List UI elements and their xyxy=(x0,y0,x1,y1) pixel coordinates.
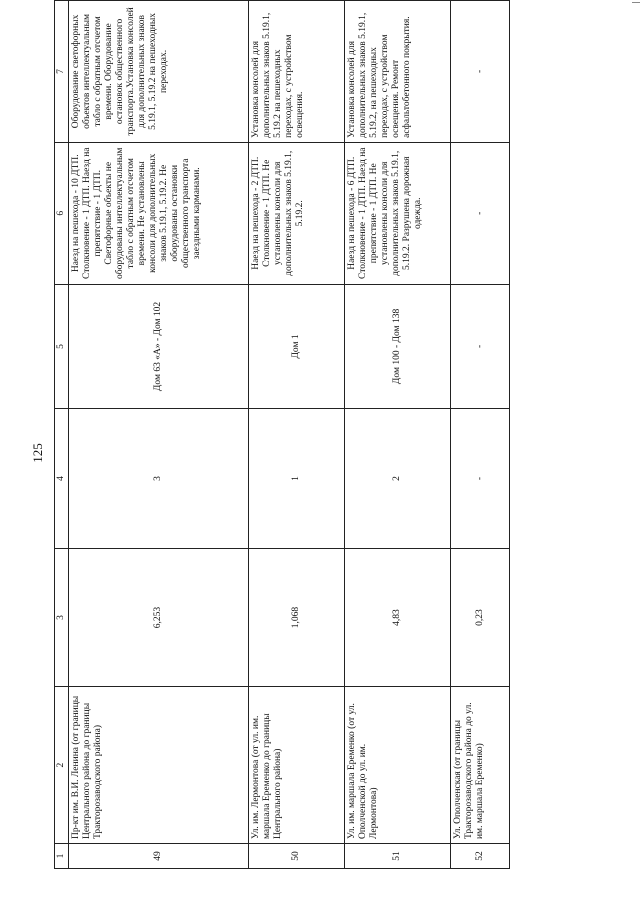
road-length: 0,23 xyxy=(451,548,510,687)
header-cell-4: 4 xyxy=(55,409,69,549)
row-number: 52 xyxy=(451,844,510,869)
planned-measures: - xyxy=(451,1,510,143)
incident-description: Наезд на пешехода - 6 ДТП. Столкновение - 1 ДТП. Наезд на препятствие - 1 ДТП. Не установлены консоли для дополнительных знаков 5.19.1, 5.19.2. Разрушена дорожная одежда. xyxy=(345,142,451,284)
header-cell-7: 7 xyxy=(55,1,69,143)
road-length: 4,83 xyxy=(345,548,451,687)
header-cell-3: 3 xyxy=(55,548,69,687)
page-number: 125 xyxy=(30,443,45,463)
hotspot-location: Дом 63 «А» - Дом 102 xyxy=(69,284,249,409)
header-row xyxy=(55,1,69,869)
road-name: Пр-кт им. В.И. Ленина (от границы Центрального района до границы Тракторозаводского района) xyxy=(69,687,249,844)
road-length: 1,068 xyxy=(249,548,345,687)
planned-measures: Установка консолей для дополнительных знаков 5.19.1, 5.19.2, на пешеходных переходах, с устройством освещения. Ремонт асфальтобетонного покрытия. xyxy=(345,1,451,143)
road-name: Ул. им. маршала Еременко (от ул. Ополченской до ул. им. Лермонтова) xyxy=(345,687,451,844)
header-cell-2: 2 xyxy=(55,687,69,844)
hotspot-location: - xyxy=(451,284,510,409)
row-number: 49 xyxy=(69,844,249,869)
incident-description: Наезд на пешехода - 2 ДТП. Столкновение - 1 ДТП. Не установлены консоли для дополнительных знаков 5.19.1, 5.19.2. xyxy=(249,142,345,284)
header-cell-6: 6 xyxy=(55,142,69,284)
table-row xyxy=(451,1,510,869)
hotspot-location: Дом 1 xyxy=(249,284,345,409)
road-safety-table xyxy=(54,0,510,869)
planned-measures: Установка консолей для дополнительных знаков 5.19.1, 5.19.2 на пешеходных переходах, с устройством освещения. xyxy=(249,1,345,143)
table-row xyxy=(345,1,451,869)
row-number: 51 xyxy=(345,844,451,869)
incident-description: Наезд на пешехода - 10 ДТП. Столкновение - 1 ДТП. Наезд на препятствие - 1 ДТП. Светофорные объекты не оборудованы интеллектуальным табло с обратным отсчетом времени. Не установлены консоли для дополнительных знаков 5.19.1, 5.19.2. Не оборудованы остановки общественного транспорта заездными карманами. xyxy=(69,142,249,284)
table-row xyxy=(249,1,345,869)
incident-description: - xyxy=(451,142,510,284)
road-name: Ул. Ополченская (от границы Тракторозаводского района до ул. им. маршала Еременко) xyxy=(451,687,510,844)
header-cell-1: 1 xyxy=(55,844,69,869)
table-row xyxy=(69,1,249,869)
hotspot-count: 2 xyxy=(345,409,451,549)
header-cell-5: 5 xyxy=(55,284,69,409)
hotspot-count: 3 xyxy=(69,409,249,549)
planned-measures: Оборудование светофорных объектов интеллектуальным табло с обратным отсчетом времени. Оборудование остановок общественного транспорта.Установка консолей для дополнительных знаков 5.19.1, 5.19.2 на пешеходных переходах. xyxy=(69,1,249,143)
road-length: 6,253 xyxy=(69,548,249,687)
hotspot-location: Дом 100 - Дом 138 xyxy=(345,284,451,409)
row-number: 50 xyxy=(249,844,345,869)
road-name: Ул. им. Лермонтова (от ул. им. маршала Еременко до границы Центрального района) xyxy=(249,687,345,844)
hotspot-count: - xyxy=(451,409,510,549)
hotspot-count: 1 xyxy=(249,409,345,549)
